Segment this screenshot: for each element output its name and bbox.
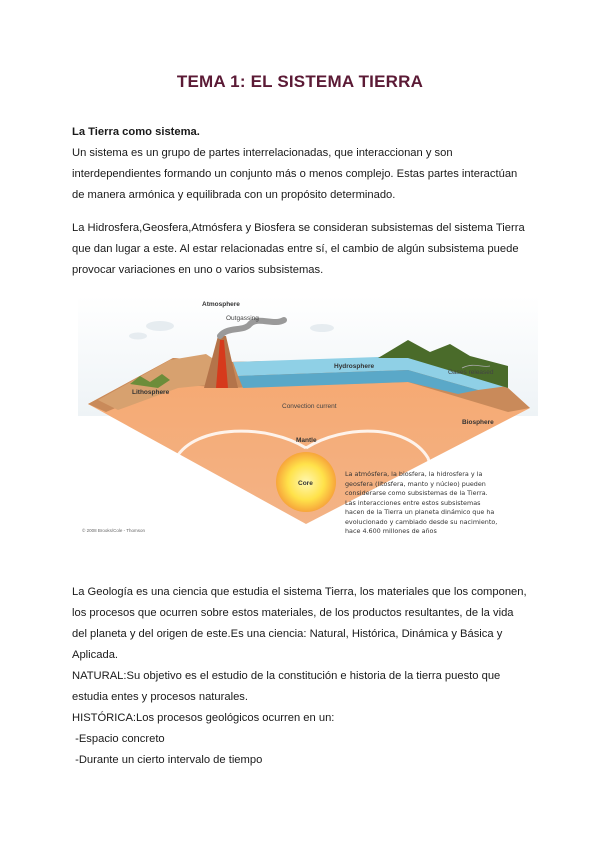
section-earth-as-system <box>72 122 534 206</box>
list-item: -Durante un cierto intervalo de tiempo <box>72 754 263 766</box>
list-item: -Espacio concreto <box>72 733 165 745</box>
figure-copyright: © 2008 Brooks/Cole - Thomson <box>82 528 146 533</box>
section-geology <box>72 582 534 771</box>
label-lithosphere: Lithosphere <box>132 389 170 396</box>
caption-line: hacen de la Tierra un planeta dinámico que ha <box>345 508 495 516</box>
cloud <box>310 324 334 332</box>
paragraph-line: La Hidrosfera,Geosfera,Atmósfera y Biosfera se consideran subsistemas del sistema Tierra <box>72 222 525 234</box>
paragraph-line: Un sistema es un grupo de partes interrelacionadas, que interaccionan y son <box>72 147 453 159</box>
paragraph-line: Aplicada. <box>72 649 119 661</box>
caption-line: geosfera (litosfera, manto y núcleo) pueden <box>345 479 486 488</box>
paragraph-line: NATURAL:Su objetivo es el estudio de la constitución e historia de la tierra puesto que <box>72 670 501 682</box>
label-convection: Convection current <box>282 403 337 410</box>
page-title: TEMA 1: EL SISTEMA TIERRA <box>176 72 424 91</box>
label-hydrosphere: Hydrosphere <box>334 363 375 370</box>
paragraph-line: provocar variaciones en uno o varios subsistemas. <box>72 264 324 276</box>
figure-caption <box>345 470 535 537</box>
section-subsystems <box>72 218 534 281</box>
section-heading: La Tierra como sistema. <box>72 126 200 138</box>
paragraph-line: del planeta y del origen de este.Es una ciencia: Natural, Histórica, Dinámica y Básica y <box>72 628 503 640</box>
caption-line: La atmósfera, la biosfera, la hidrosfera y la <box>345 470 483 478</box>
label-mantle: Mantle <box>296 437 317 444</box>
paragraph-line: de manera armónica y equilibrada con un propósito determinado. <box>72 189 396 201</box>
cloud <box>146 321 174 331</box>
paragraph-line: La Geología es una ciencia que estudia el sistema Tierra, los materiales que los componen, <box>72 586 527 598</box>
paragraph-line: estudia entes y procesos naturales. <box>72 691 248 703</box>
caption-line: hace 4.600 millones de años <box>345 527 437 535</box>
paragraph-line: los procesos que ocurren sobre estos materiales, de los productos resultantes, de la vida <box>72 607 514 619</box>
paragraph-line: interdependientes formando un conjunto más o menos complejo. Estas partes interactúan <box>72 168 518 180</box>
label-atmosphere: Atmosphere <box>202 301 240 308</box>
caption-line: Las interacciones entre estos subsistemas <box>345 498 481 507</box>
label-gases-released: Gases released <box>448 369 494 376</box>
paragraph-line: HISTÓRICA:Los procesos geológicos ocurren en un: <box>72 712 335 724</box>
caption-line: evolucionado y cambiado desde su nacimiento, <box>345 517 498 526</box>
paragraph-line: que dan lugar a este. Al estar relacionadas entre sí, el cambio de algún subsistema puede <box>72 243 519 255</box>
label-outgassing: Outgassing <box>226 315 259 322</box>
label-core: Core <box>298 480 313 487</box>
label-biosphere: Biosphere <box>462 419 494 426</box>
caption-line: considerarse como subsistemas de la Tierra. <box>345 489 488 497</box>
cloud <box>129 333 147 340</box>
